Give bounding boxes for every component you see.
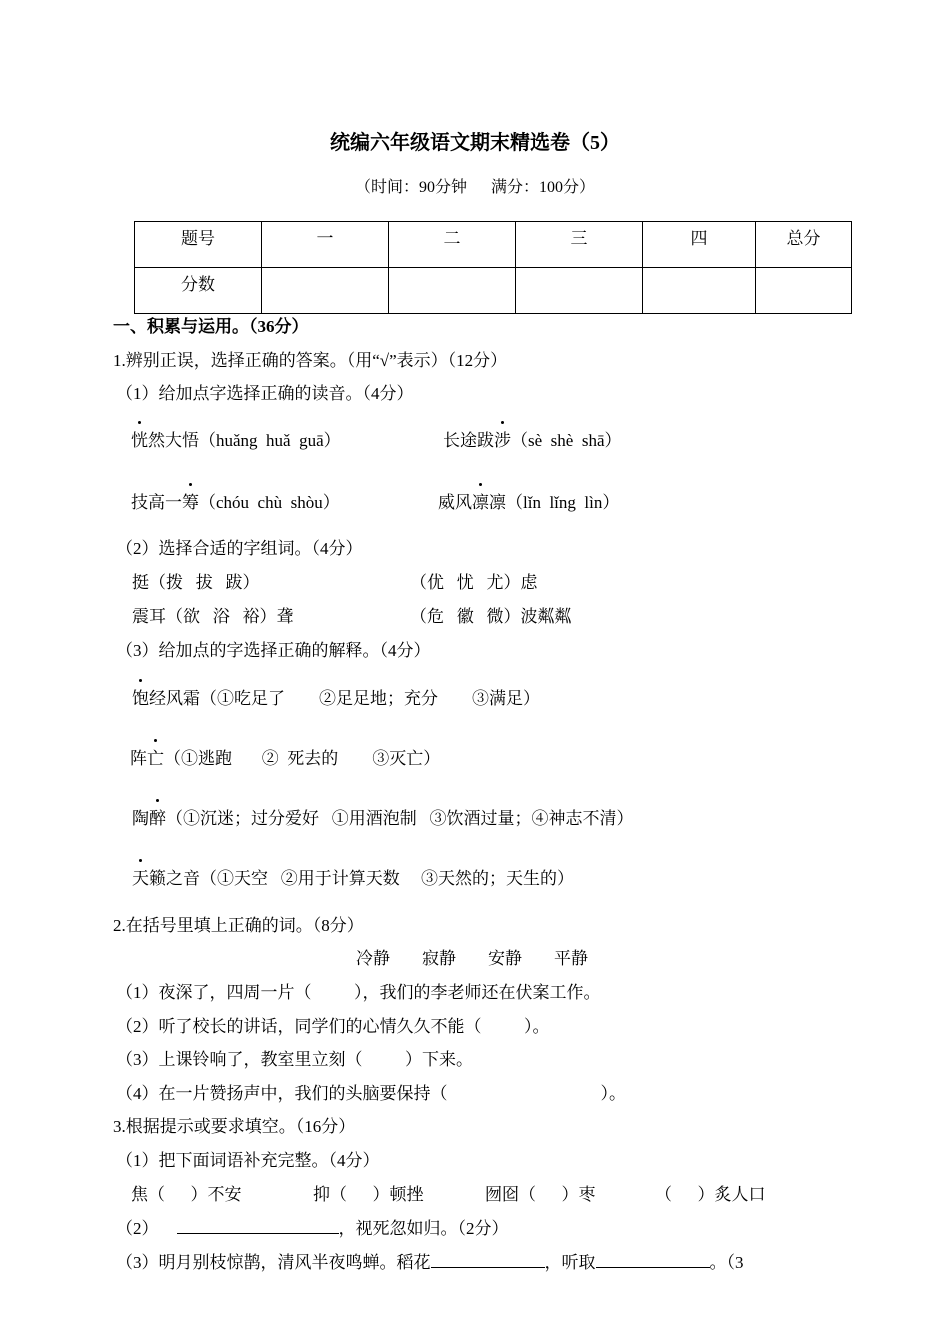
dotted-char: 凛 [472, 493, 489, 512]
dotted-char: 天 [132, 869, 149, 888]
text: 长途跋 [443, 431, 494, 450]
table-header-cell: 总分 [756, 222, 852, 268]
text: 。（3 [709, 1253, 744, 1272]
text: 凛（lǐn lǐng lìn） [489, 493, 620, 512]
dotted-char: 醉 [149, 809, 166, 828]
idiom-item: 囫囵（ ）枣 [485, 1185, 596, 1204]
word-choice-item: 挺（拨 拔 跋） [132, 573, 260, 592]
meaning-item [132, 868, 574, 890]
text: 阵 [130, 749, 147, 768]
fill-blank-item: （2）听了校长的讲话，同学们的心情久久不能（ ）。 [116, 1017, 550, 1036]
table-row [135, 222, 852, 268]
answer-blank[interactable] [177, 1217, 339, 1234]
question-stem: 2.在括号里填上正确的词。（8分） [113, 916, 364, 935]
text: ，听取 [544, 1253, 596, 1272]
text: 然大悟（huǎng huǎ guā） [148, 431, 341, 450]
table-header-cell: 一 [262, 222, 389, 268]
dotted-char: 亡 [147, 749, 164, 768]
table-row [135, 268, 852, 314]
poem-blank-line [116, 1217, 509, 1239]
pinyin-item [438, 492, 619, 514]
score-cell[interactable] [389, 268, 516, 314]
text: （chóu chù shòu） [199, 493, 340, 512]
score-cell[interactable] [262, 268, 389, 314]
section-heading: 一、积累与运用。（36分） [113, 317, 309, 336]
text: 技高一 [131, 493, 182, 512]
word-bank [356, 948, 588, 970]
meaning-item [130, 748, 440, 770]
table-header-cell: 三 [516, 222, 643, 268]
score-table [134, 221, 852, 314]
question-stem: 3.根据提示或要求填空。（16分） [113, 1117, 356, 1136]
text: （①逃跑 ② 死去的 ③灭亡） [164, 749, 441, 768]
idiom-item: （ ）炙人口 [655, 1185, 766, 1204]
table-header-cell: 二 [389, 222, 516, 268]
page-title: 统编六年级语文期末精选卷（5） [330, 132, 620, 154]
fill-blank-item: （3）上课铃响了，教室里立刻（ ）下来。 [116, 1050, 473, 1069]
question-stem: 1.辨别正误，选择正确的答案。（用“√”表示）（12分） [113, 351, 508, 370]
answer-blank[interactable] [596, 1251, 710, 1268]
text: （3）明月别枝惊鹊，清风半夜鸣蝉。稻花 [116, 1253, 431, 1272]
word-bank-item: 安静 [488, 949, 522, 968]
text: 经风霜（①吃足了 ②足足地；充分 ③满足） [149, 689, 540, 708]
dotted-char: 涉 [494, 431, 511, 450]
score-cell[interactable] [516, 268, 643, 314]
subquestion-stem: （1）把下面词语补充完整。（4分） [116, 1151, 380, 1170]
idiom-item: 焦（ ）不安 [131, 1185, 242, 1204]
pinyin-item [131, 492, 340, 514]
word-bank-item: 冷静 [356, 949, 390, 968]
text: （①沉迷；过分爱好 ①用酒泡制 ③饮酒过量；④神志不清） [166, 809, 634, 828]
pinyin-item [443, 430, 621, 452]
word-bank-item: 寂静 [422, 949, 456, 968]
subquestion-stem: （2）选择合适的字组词。（4分） [116, 539, 363, 558]
score-cell[interactable] [756, 268, 852, 314]
pinyin-item [131, 430, 341, 452]
poem-blank-line [116, 1251, 744, 1273]
meaning-item [132, 808, 634, 830]
text: ，视死忽如归。（2分） [338, 1219, 509, 1238]
word-choice-item: 震耳（欲 浴 裕）聋 [132, 607, 294, 626]
table-row-label: 分数 [135, 268, 262, 314]
text: 威风 [438, 493, 472, 512]
word-choice-item: （优 忧 尤）虑 [410, 573, 538, 592]
text: （sè shè shā） [511, 431, 622, 450]
exam-info: （时间：90分钟 满分：100分） [354, 179, 595, 196]
text: （2） [116, 1219, 159, 1238]
dotted-char: 饱 [132, 689, 149, 708]
subquestion-stem: （3）给加点的字选择正确的解释。（4分） [116, 641, 431, 660]
table-header-cell: 四 [643, 222, 756, 268]
fill-blank-item: （1）夜深了，四周一片（ ），我们的李老师还在伏案工作。 [116, 983, 601, 1002]
text: 陶 [132, 809, 149, 828]
score-cell[interactable] [643, 268, 756, 314]
dotted-char: 筹 [182, 493, 199, 512]
answer-blank[interactable] [431, 1251, 545, 1268]
meaning-item [132, 688, 540, 710]
text: 籁之音（①天空 ②用于计算天数 ③天然的；天生的） [149, 869, 574, 888]
word-choice-item: （危 徽 微）波粼粼 [410, 607, 572, 626]
word-bank-item: 平静 [554, 949, 588, 968]
fill-blank-item: （4）在一片赞扬声中，我们的头脑要保持（ ）。 [116, 1084, 626, 1103]
subquestion-stem: （1）给加点字选择正确的读音。（4分） [116, 384, 414, 403]
dotted-char: 恍 [131, 431, 148, 450]
table-header-cell: 题号 [135, 222, 262, 268]
idiom-item: 抑（ ）顿挫 [313, 1185, 424, 1204]
